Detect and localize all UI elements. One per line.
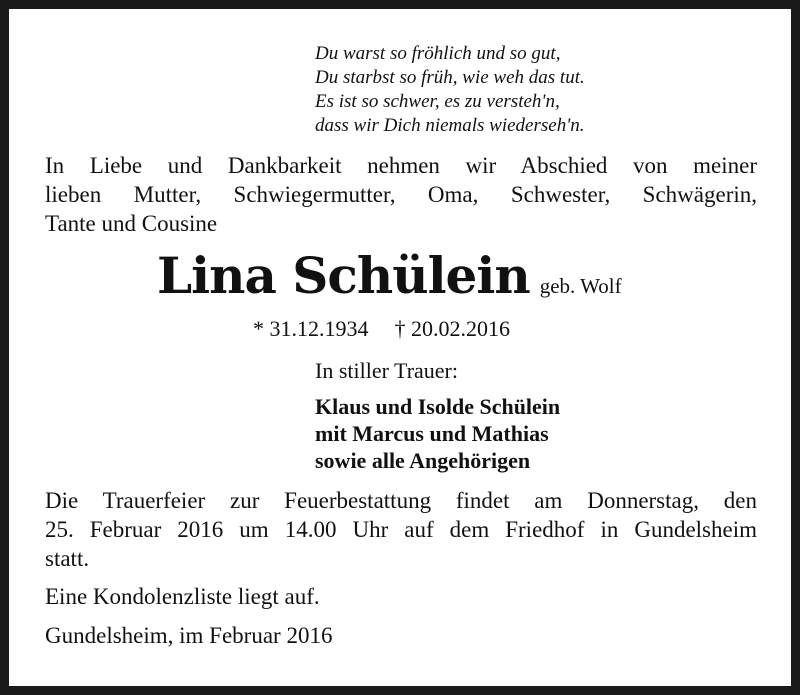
- life-dates: [253, 315, 510, 343]
- funeral-notice: [45, 486, 757, 573]
- mourning-heading: In stiller Trauer:: [315, 358, 458, 383]
- intro-line: Tante und Cousine: [45, 211, 218, 236]
- birth-date: * 31.12.1934: [253, 316, 369, 341]
- family-line: mit Marcus und Mathias: [315, 421, 549, 446]
- intro-line: lieben Mutter, Schwiegermutter, Oma, Schwester, Schwägerin,: [45, 182, 757, 207]
- poem-line: Es ist so schwer, es zu versteh'n,: [315, 91, 560, 112]
- condolence-notice: Eine Kondolenzliste liegt auf.: [45, 584, 320, 609]
- intro-line: In Liebe und Dankbarkeit nehmen wir Abschied von meiner: [45, 153, 757, 178]
- poem-line: dass wir Dich niemals wiederseh'n.: [315, 115, 585, 136]
- poem: [315, 42, 585, 138]
- funeral-line: Die Trauerfeier zur Feuerbestattung findet am Donnerstag, den: [45, 488, 757, 513]
- funeral-line: statt.: [45, 546, 90, 571]
- deceased-name-row: [157, 244, 622, 308]
- deceased-name: Lina Schülein: [157, 246, 530, 305]
- funeral-line: 25. Februar 2016 um 14.00 Uhr auf dem Friedhof in Gundelsheim: [45, 517, 757, 542]
- place-and-date: Gundelsheim, im Februar 2016: [45, 623, 333, 648]
- poem-line: Du warst so fröhlich und so gut,: [315, 43, 561, 64]
- family-line: sowie alle Angehörigen: [315, 448, 531, 473]
- maiden-name: geb. Wolf: [539, 274, 622, 298]
- intro-text: [45, 151, 757, 238]
- family-signatures: [315, 393, 560, 474]
- poem-line: Du starbst so früh, wie weh das tut.: [315, 67, 585, 88]
- death-date: † 20.02.2016: [394, 316, 510, 341]
- family-line: Klaus und Isolde Schülein: [315, 394, 561, 419]
